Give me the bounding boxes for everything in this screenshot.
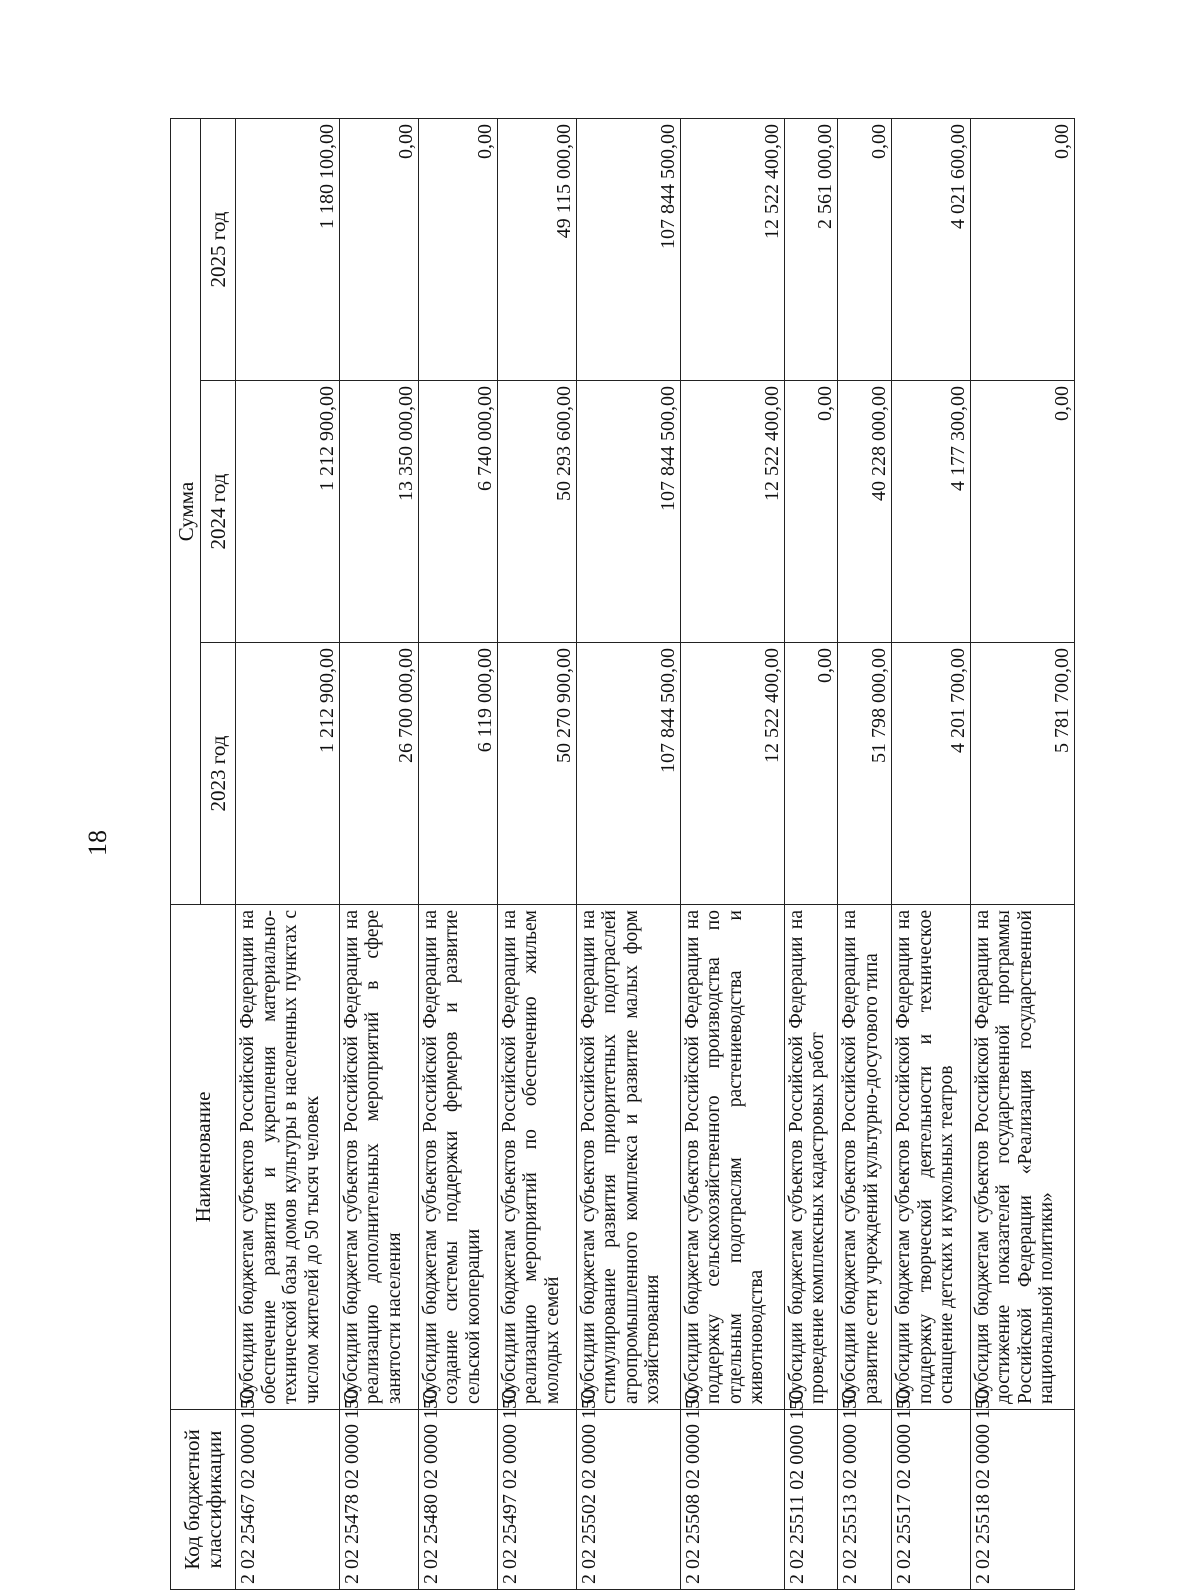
amount-2024-cell: 40 228 000,00 [838,381,892,643]
amount-2023-cell: 12 522 400,00 [680,643,784,905]
code-cell: 2 02 25518 02 0000 150 [970,1410,1074,1590]
amount-2024-cell: 12 522 400,00 [680,381,784,643]
amount-2025-cell: 2 561 000,00 [784,118,838,380]
amount-2023-cell: 4 201 700,00 [892,643,971,905]
name-cell: Субсидии бюджетам субъектов Российской Федерации на поддержку творческой деятельности и техническое оснащение детских и кукольных театров [892,905,971,1410]
header-row [171,118,201,1589]
name-cell: Субсидия бюджетам субъектов Российской Федерации на достижение показателей государственной программы Российской Федерации «Реализация государственной национальной политики» [970,905,1074,1410]
amount-2025-cell: 12 522 400,00 [680,118,784,380]
table-row [339,118,418,1589]
table-row [838,118,892,1589]
amount-2025-cell: 1 180 100,00 [236,118,340,380]
amount-2023-cell: 6 119 000,00 [418,643,497,905]
budget-table [170,118,1075,1590]
table-row [970,118,1074,1589]
amount-2025-cell: 4 021 600,00 [892,118,971,380]
rotated-table-container [170,120,1075,1590]
table-row [576,118,680,1589]
amount-2024-cell: 0,00 [970,381,1074,643]
amount-2025-cell: 0,00 [418,118,497,380]
amount-2025-cell: 0,00 [339,118,418,380]
header-code: Код бюджетной классификации [171,1410,236,1590]
code-cell: 2 02 25511 02 0000 150 [784,1410,838,1590]
code-cell: 2 02 25480 02 0000 150 [418,1410,497,1590]
header-sum: Сумма [171,118,201,904]
amount-2023-cell: 5 781 700,00 [970,643,1074,905]
amount-2024-cell: 0,00 [784,381,838,643]
amount-2023-cell: 1 212 900,00 [236,643,340,905]
code-cell: 2 02 25513 02 0000 150 [838,1410,892,1590]
amount-2024-cell: 107 844 500,00 [576,381,680,643]
name-cell: Субсидии бюджетам субъектов Российской Федерации на создание системы поддержки фермеров и развитие сельской кооперации [418,905,497,1410]
amount-2024-cell: 50 293 600,00 [497,381,576,643]
amount-2023-cell: 51 798 000,00 [838,643,892,905]
amount-2025-cell: 0,00 [838,118,892,380]
name-cell: Субсидии бюджетам субъектов Российской Федерации на проведение комплексных кадастровых работ [784,905,838,1410]
amount-2024-cell: 1 212 900,00 [236,381,340,643]
amount-2025-cell: 49 115 000,00 [497,118,576,380]
name-cell: Субсидии бюджетам субъектов Российской Федерации на реализацию мероприятий по обеспечению жильем молодых семей [497,905,576,1410]
table-row [418,118,497,1589]
amount-2023-cell: 107 844 500,00 [576,643,680,905]
amount-2023-cell: 50 270 900,00 [497,643,576,905]
code-cell: 2 02 25497 02 0000 150 [497,1410,576,1590]
name-cell: Субсидии бюджетам субъектов Российской Федерации на поддержку сельскохозяйственного производства по отдельным подотраслям растениеводства и животноводства [680,905,784,1410]
name-cell: Субсидии бюджетам субъектов Российской Федерации на обеспечение развития и укрепления материально-технической базы домов культуры в населенных пунктах с числом жителей до 50 тысяч человек [236,905,340,1410]
header-year-2025: 2025 год [201,118,236,380]
amount-2025-cell: 107 844 500,00 [576,118,680,380]
table-row [680,118,784,1589]
header-year-2024: 2024 год [201,381,236,643]
amount-2023-cell: 0,00 [784,643,838,905]
code-cell: 2 02 25478 02 0000 150 [339,1410,418,1590]
amount-2023-cell: 26 700 000,00 [339,643,418,905]
table-row [892,118,971,1589]
code-cell: 2 02 25467 02 0000 150 [236,1410,340,1590]
name-cell: Субсидии бюджетам субъектов Российской Федерации на реализацию дополнительных мероприятий в сфере занятости населения [339,905,418,1410]
table-row [784,118,838,1589]
page-number: 18 [83,830,112,856]
code-cell: 2 02 25517 02 0000 150 [892,1410,971,1590]
code-cell: 2 02 25502 02 0000 150 [576,1410,680,1590]
amount-2024-cell: 4 177 300,00 [892,381,971,643]
header-name: Наименование [171,905,236,1410]
amount-2025-cell: 0,00 [970,118,1074,380]
table-row [497,118,576,1589]
code-cell: 2 02 25508 02 0000 150 [680,1410,784,1590]
header-year-2023: 2023 год [201,643,236,905]
name-cell: Субсидии бюджетам субъектов Российской Федерации на развитие сети учреждений культурно-досугового типа [838,905,892,1410]
name-cell: Субсидии бюджетам субъектов Российской Федерации на стимулирование развития приоритетных подотраслей агропромышленного комплекса и развитие малых форм хозяйствования [576,905,680,1410]
amount-2024-cell: 6 740 000,00 [418,381,497,643]
amount-2024-cell: 13 350 000,00 [339,381,418,643]
table-row [236,118,340,1589]
